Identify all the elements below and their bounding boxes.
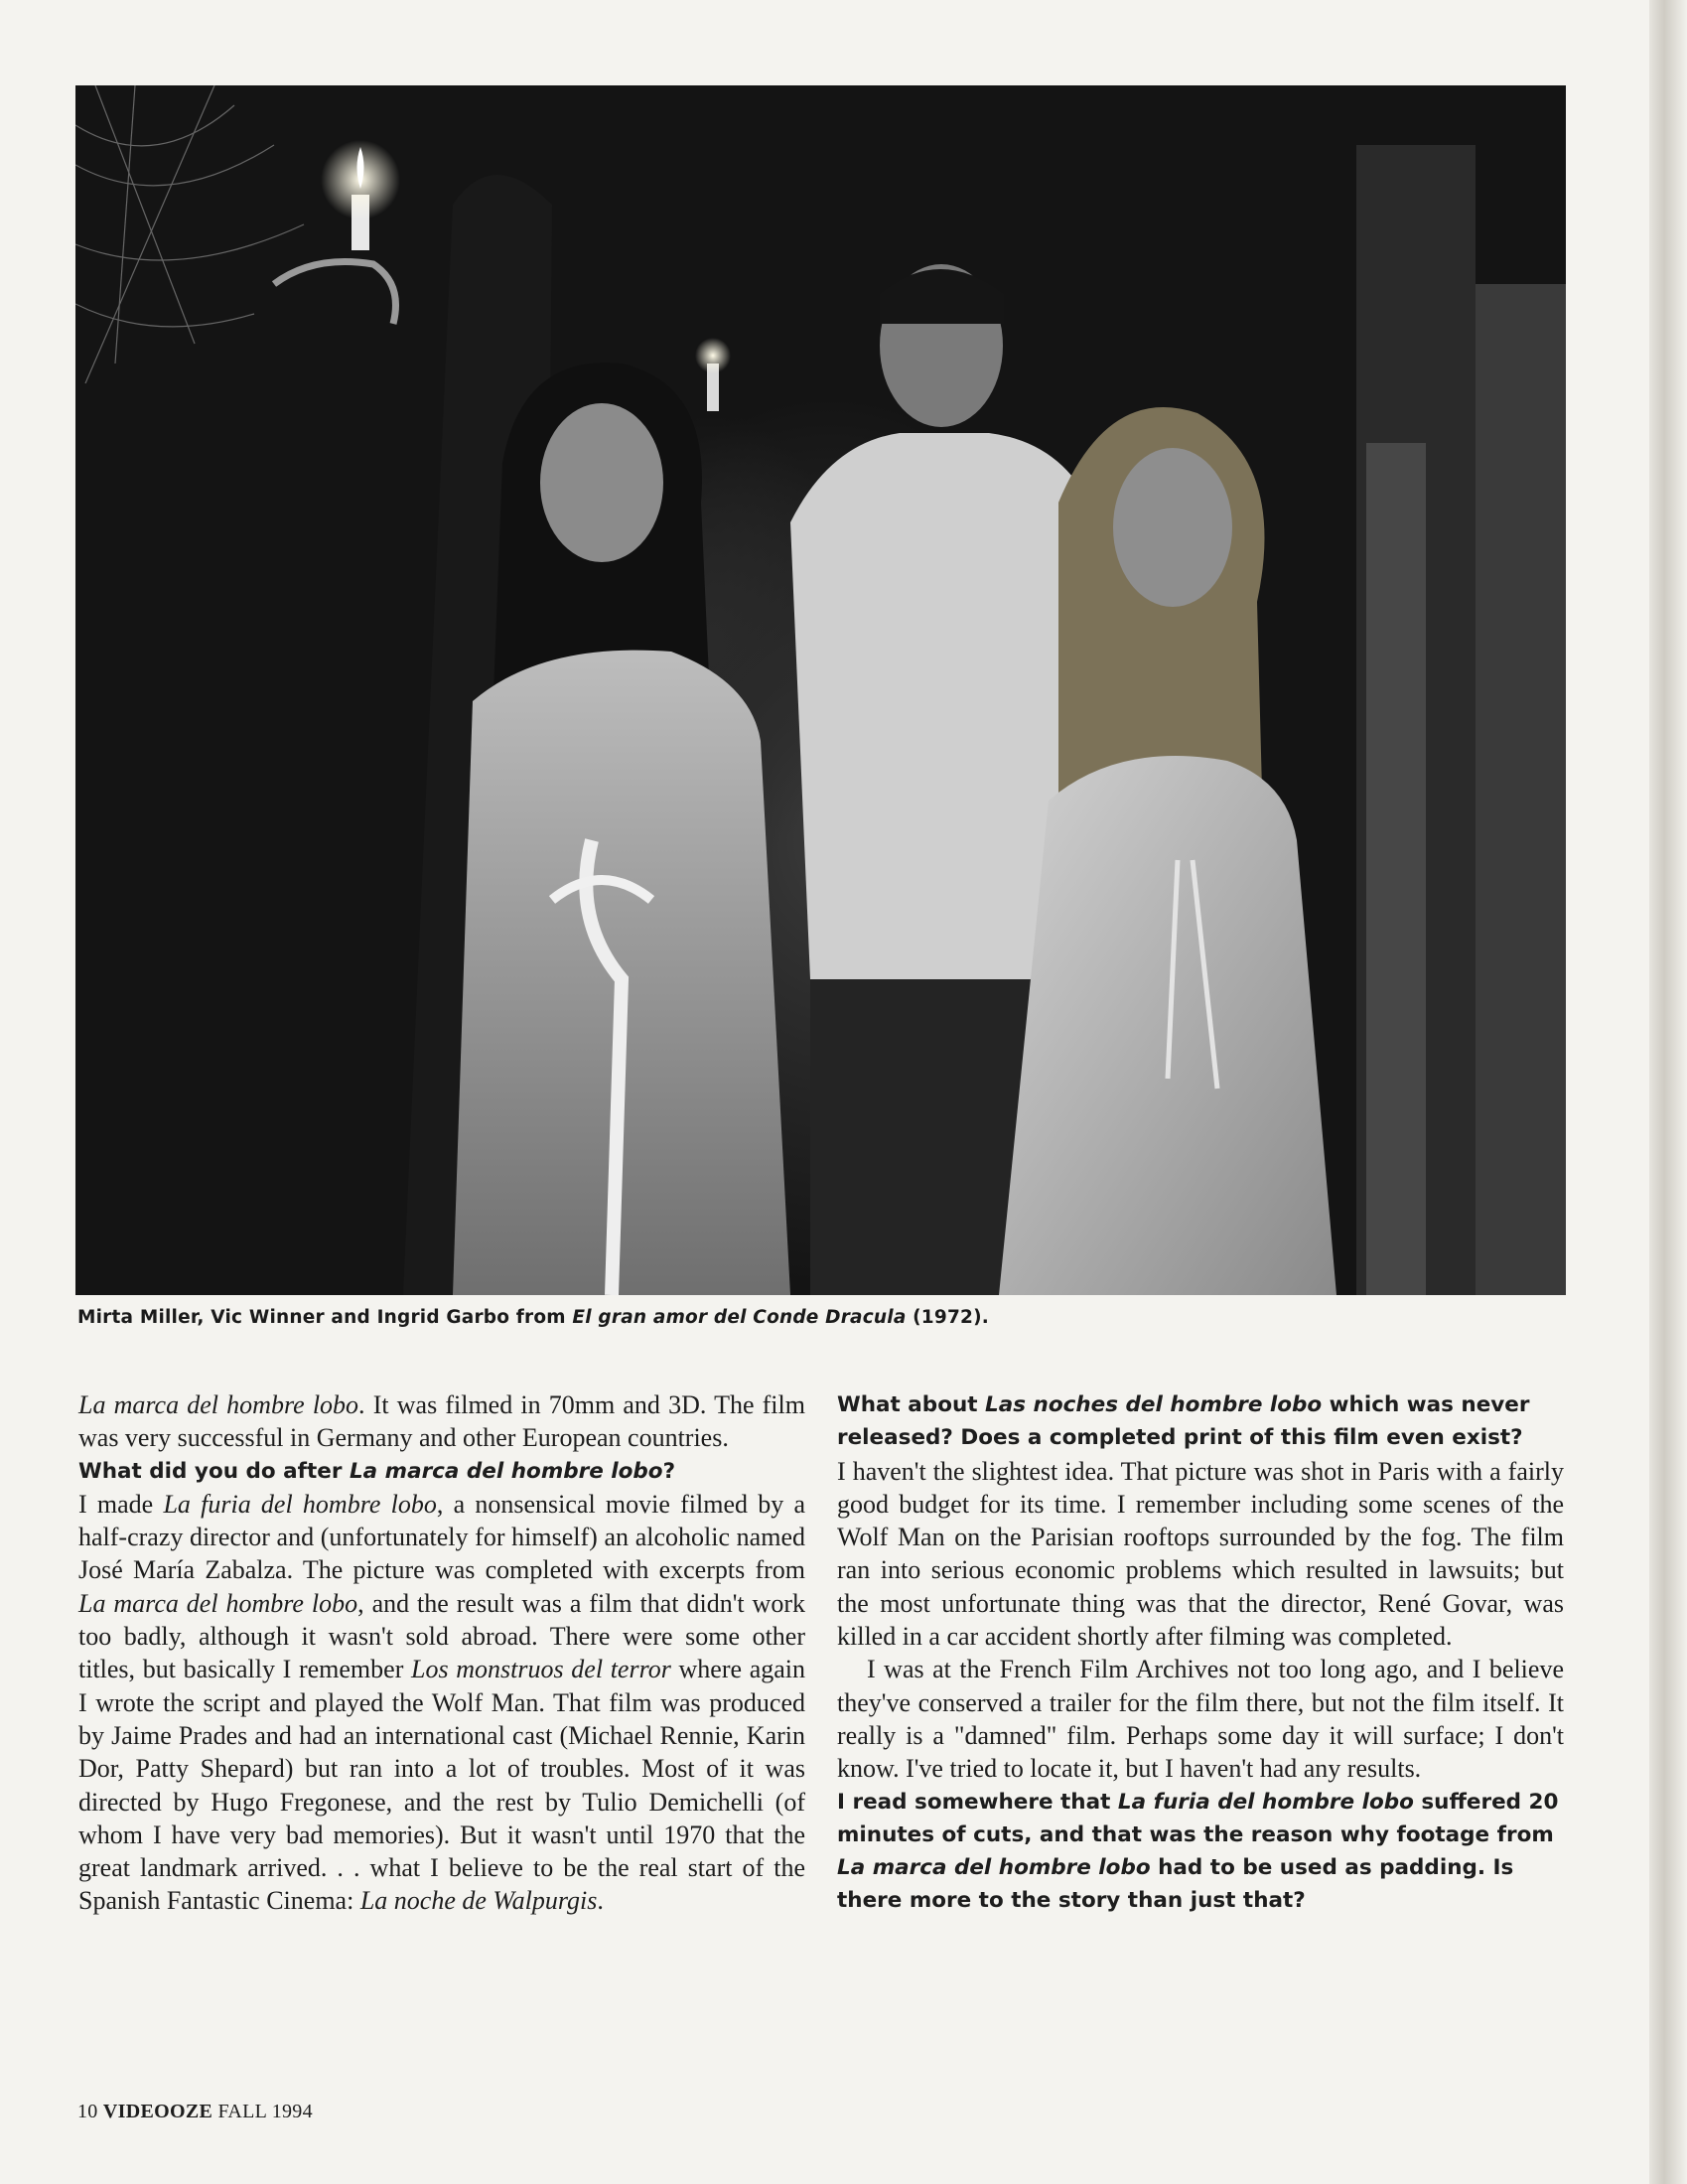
film-title: La noche de Walpurgis — [359, 1886, 598, 1916]
question-text: which was never released? Does a completed print of this film even exist? — [837, 1392, 1530, 1451]
question-text: suffered 20 minutes of cuts, and that was the reason why footage from — [837, 1789, 1559, 1847]
film-title: La marca del hombre lobo — [837, 1855, 1151, 1881]
film-still-illustration — [75, 85, 1566, 1295]
answer-1 — [78, 1488, 805, 1918]
question-text: ? — [662, 1458, 676, 1484]
page-footer — [77, 2101, 313, 2123]
left-column — [78, 1388, 805, 1918]
photo-caption — [77, 1307, 1567, 1328]
film-title: Los monstruos del terror — [411, 1655, 671, 1684]
caption-names: Mirta Miller, Vic Winner and Ingrid Garbo from — [77, 1307, 573, 1328]
question-text: I read somewhere that — [837, 1789, 1118, 1815]
film-title: Las noches del hombre lobo — [985, 1392, 1323, 1417]
question-1 — [78, 1455, 805, 1488]
right-column — [837, 1388, 1564, 1918]
answer-text: . — [597, 1886, 604, 1916]
page-number: 10 — [77, 2101, 98, 2122]
answer-text: where again I wrote the script and played the Wolf Man. That film was produced by Jaime Prades and had an international cast (Michael Rennie, Karin Dor, Patty Shepard) but ran into a lot of troubles. Most of it was directed by Hugo Fregonese, and the rest by Tulio Demichelli (of whom I have very bad memories). But it wasn't until 1970 that the great landmark arrived. . . what I believe to be the real start of the Spanish Fantastic Cinema: — [78, 1655, 805, 1916]
answer-text: I made — [78, 1489, 164, 1519]
answer-text: , and the result was a film that didn't work too badly, although it wasn't sold abroad. There were some other titles, but basically I remember — [78, 1588, 805, 1684]
question-text: What did you do after — [78, 1458, 350, 1484]
paragraph-1 — [78, 1388, 805, 1455]
caption-film-title: El gran amor del Conde Dracula — [572, 1307, 907, 1328]
caption-year: (1972). — [906, 1307, 989, 1328]
question-text: What about — [837, 1392, 986, 1417]
answer-text: , a nonsensical movie filmed by a half-crazy director and (unfortunately for himself) an alcoholic named José María Zabalza. The picture was completed with excerpts from — [78, 1489, 805, 1585]
film-title: La marca del hombre lobo — [349, 1458, 663, 1484]
question-text: had to be used as padding. Is there more to the story than just that? — [837, 1855, 1514, 1914]
magazine-name: VIDEOOZE — [102, 2101, 213, 2122]
issue-date: FALL 1994 — [217, 2101, 313, 2122]
answer-2-continued: I was at the French Film Archives not too long ago, and I believe they've conserved a trailer for the film there, but not the film itself. It really is a "damned" film. Perhaps some day it will surface; I don't know. I've tried to locate it, but I haven't had any results. — [837, 1655, 1564, 1784]
answer-2: I haven't the slightest idea. That picture was shot in Paris with a fairly good budget for its time. I remember including some scenes of the Wolf Man on the Parisian rooftops surrounded by the fog. The film ran into serious economic problems which resulted in lawsuits; but the most unfortunate thing was that the director, René Govar, was killed in a car accident shortly after filming was completed. — [837, 1456, 1564, 1652]
film-title: La furia del hombre lobo — [1117, 1789, 1414, 1815]
question-3 — [837, 1786, 1564, 1918]
page-edge — [1649, 0, 1687, 2184]
film-still-photo — [75, 85, 1566, 1295]
question-2 — [837, 1388, 1564, 1455]
film-title: La marca del hombre lobo — [78, 1588, 358, 1618]
paragraph-text: . It was filmed in 70mm and 3D. The film was very successful in Germany and other European countries. — [78, 1390, 805, 1453]
film-title: La marca del hombre lobo — [78, 1390, 359, 1419]
film-title: La furia del hombre lobo — [163, 1489, 437, 1519]
